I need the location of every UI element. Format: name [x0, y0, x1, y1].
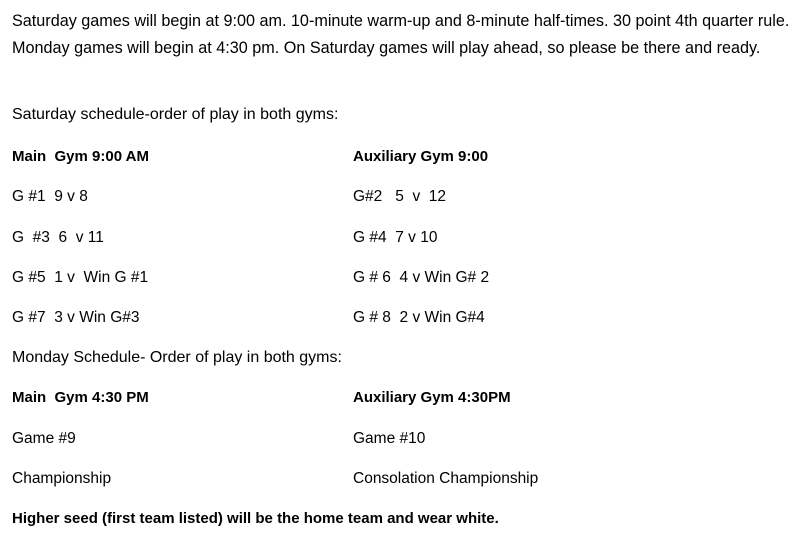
monday-main-game-9: Game #9 [12, 430, 76, 447]
saturday-main-gym-header: Main Gym 9:00 AM [12, 148, 149, 165]
saturday-main-game-3: G #3 6 v 11 [12, 229, 104, 246]
intro-paragraph: Saturday games will begin at 9:00 am. 10-minute warm-up and 8-minute half-times. 30 point 4th quarter rule. Monday games will begin at 4:30 pm. On Saturday games will play ahead, so please be there and ready. [12, 12, 790, 57]
footer-note: Higher seed (first team listed) will be the home team and wear white. [12, 510, 499, 527]
saturday-heading: Saturday schedule-order of play in both gyms: [12, 106, 339, 123]
saturday-main-game-5: G #5 1 v Win G #1 [12, 269, 149, 286]
saturday-aux-game-2: G#2 5 v 12 [353, 188, 447, 205]
monday-main-championship: Championship [12, 470, 112, 487]
saturday-aux-gym-header: Auxiliary Gym 9:00 [353, 148, 489, 165]
saturday-aux-game-6: G # 6 4 v Win G# 2 [353, 269, 490, 286]
monday-aux-game-10: Game #10 [353, 430, 426, 447]
monday-main-gym-header: Main Gym 4:30 PM [12, 389, 149, 406]
saturday-main-game-7: G #7 3 v Win G#3 [12, 309, 140, 326]
saturday-aux-game-8: G # 8 2 v Win G#4 [353, 309, 485, 326]
saturday-aux-game-4: G #4 7 v 10 [353, 229, 438, 246]
monday-aux-consolation: Consolation Championship [353, 470, 539, 487]
saturday-main-game-1: G #1 9 v 8 [12, 188, 88, 205]
monday-heading: Monday Schedule- Order of play in both gyms: [12, 349, 342, 366]
monday-aux-gym-header: Auxiliary Gym 4:30PM [353, 389, 511, 406]
